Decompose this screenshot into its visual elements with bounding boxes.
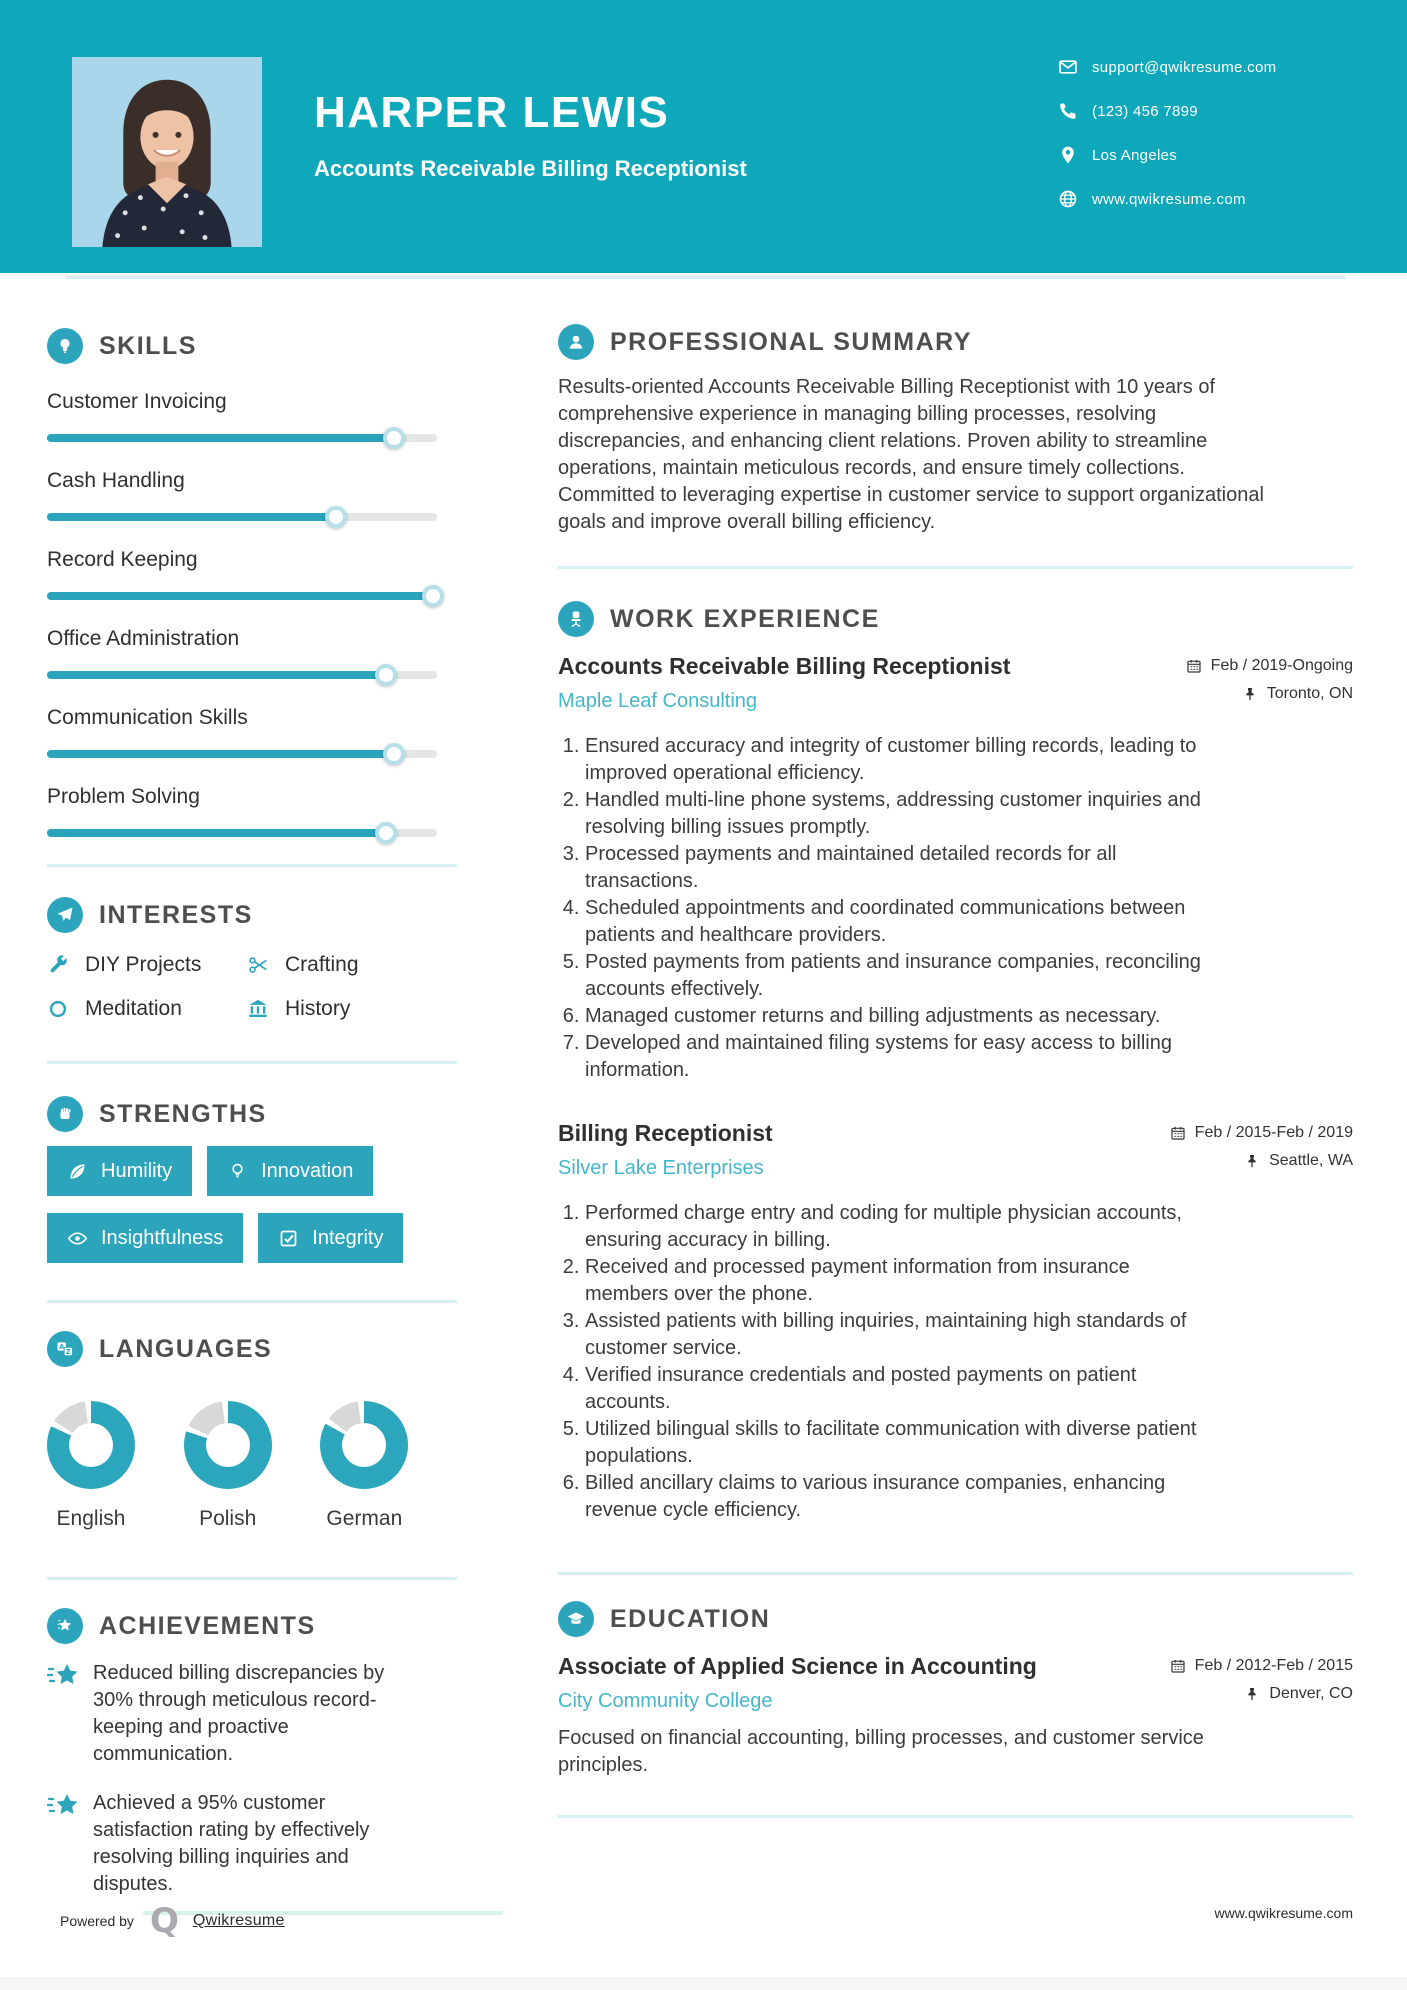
education-location-row: [1170, 1685, 1353, 1703]
pushpin-icon: [1244, 1153, 1260, 1169]
education-meta: [1170, 1653, 1353, 1713]
profile-photo-illustration: [72, 57, 262, 247]
skill-slider[interactable]: [47, 671, 437, 679]
job-location: Toronto, ON: [1266, 685, 1353, 702]
skill-item: [47, 706, 457, 758]
job-bullet: 3. Processed payments and maintained detailed records for all transactions.: [585, 841, 1218, 895]
section-divider: [47, 1300, 457, 1303]
strength-label: Humility: [101, 1159, 173, 1182]
powered-by-label: Powered by: [60, 1913, 134, 1929]
powered-by-block: [60, 1901, 285, 1941]
achievement-item: [47, 1660, 457, 1768]
achievements-section-header: [47, 1608, 457, 1644]
interests-section-header: [47, 897, 457, 933]
shooting-star-icon: [47, 1662, 81, 1692]
language-label: German: [326, 1507, 403, 1530]
skill-item: [47, 785, 457, 837]
interest-label: DIY Projects: [85, 953, 202, 976]
job-bullet: 6. Billed ancillary claims to various insurance companies, enhancing revenue cycle efficiency.: [585, 1470, 1218, 1524]
header-band: [0, 0, 1407, 273]
language-donut-chart: [184, 1401, 272, 1489]
job-company: Silver Lake Enterprises: [558, 1157, 764, 1179]
job-role: Accounts Receivable Billing Receptionist: [558, 653, 1011, 679]
strengths-list: [47, 1146, 457, 1280]
interest-item: [247, 997, 447, 1021]
interest-label: Crafting: [285, 953, 359, 976]
summary-section-header: [558, 324, 1353, 360]
skill-slider[interactable]: [47, 829, 437, 837]
phone-icon: [1058, 101, 1078, 121]
interests-list: [47, 953, 457, 1021]
contact-website[interactable]: www.qwikresume.com: [1092, 190, 1246, 208]
language-item: [320, 1401, 457, 1531]
contact-phone: (123) 456 7899: [1092, 102, 1198, 120]
skill-item: [47, 469, 457, 521]
footer-website[interactable]: www.qwikresume.com: [1214, 1905, 1353, 1921]
job-bullet: 1. Ensured accuracy and integrity of customer billing records, leading to improved operational efficiency.: [585, 733, 1218, 787]
achievements-title: ACHIEVEMENTS: [99, 1611, 316, 1640]
summary-paragraph: Results-oriented Accounts Receivable Billing Receptionist with 10 years of comprehensive experience in managing billing processes, resolving discrepancies, and enhancing client relations. Proven ability to streamline operations, maintain meticulous records, and ensure timely collections. Committed to leveraging expertise in customer service to support organizational goals and improve overall billing efficiency.: [558, 376, 1264, 533]
strengths-section-header: [47, 1096, 457, 1132]
circle-icon: [47, 998, 69, 1020]
location-pin-icon: [1058, 145, 1078, 165]
education-entry: [558, 1653, 1353, 1779]
job-bullet: 2. Handled multi-line phone systems, addressing customer inquiries and resolving billing issues promptly.: [585, 787, 1218, 841]
achievement-text: Achieved a 95% customer satisfaction rating by effectively resolving billing inquiries and disputes.: [93, 1792, 370, 1895]
strength-label: Integrity: [312, 1226, 384, 1249]
achievement-item: [47, 1790, 457, 1898]
strength-label: Innovation: [261, 1159, 354, 1182]
office-chair-icon: [558, 601, 594, 637]
job-meta: [1186, 653, 1353, 713]
slider-handle[interactable]: [422, 585, 444, 607]
language-donut-chart: [320, 1401, 408, 1489]
job-meta: [1170, 1120, 1353, 1180]
interest-label: Meditation: [85, 997, 182, 1020]
job-dates-row: [1170, 1124, 1353, 1142]
contact-location: Los Angeles: [1092, 146, 1178, 164]
section-divider: [47, 864, 457, 867]
job-bullet: 3. Assisted patients with billing inquiries, maintaining high standards of customer service.: [585, 1308, 1218, 1362]
lightbulb-icon: [227, 1161, 248, 1182]
skill-item: [47, 627, 457, 679]
education-title: EDUCATION: [610, 1604, 771, 1633]
job-bullet: 5. Posted payments from patients and insurance companies, reconciling accounts effectively.: [585, 949, 1218, 1003]
experience-title: WORK EXPERIENCE: [610, 604, 880, 633]
graduation-cap-icon: [558, 1601, 594, 1637]
section-divider: [558, 1815, 1353, 1818]
slider-handle[interactable]: [325, 506, 347, 528]
strength-badge: [47, 1146, 192, 1196]
job-bullet: 2. Received and processed payment information from insurance members over the phone.: [585, 1254, 1218, 1308]
skill-item: [47, 548, 457, 600]
lightbulb-icon: [47, 328, 83, 364]
calendar-icon: [1170, 1125, 1186, 1141]
page-bottom-strip: [0, 1978, 1407, 1990]
skills-title: SKILLS: [99, 331, 197, 360]
slider-handle[interactable]: [383, 743, 405, 765]
interest-item: [47, 997, 247, 1021]
job-dates: Feb / 2019-Ongoing: [1210, 657, 1353, 674]
education-degree: Associate of Applied Science in Accounting: [558, 1653, 1037, 1679]
section-divider: [47, 1577, 457, 1580]
calendar-icon: [1186, 658, 1202, 674]
job-bullet-list: [558, 733, 1218, 1084]
eye-icon: [67, 1228, 88, 1249]
language-item: [47, 1401, 184, 1531]
strength-label: Insightfulness: [101, 1226, 224, 1249]
education-location: Denver, CO: [1269, 1685, 1353, 1702]
skill-slider[interactable]: [47, 592, 437, 600]
skill-item: [47, 390, 457, 442]
section-divider: [47, 1061, 457, 1064]
job-company: Maple Leaf Consulting: [558, 690, 758, 712]
education-description: Focused on financial accounting, billing processes, and customer service principles.: [558, 1727, 1204, 1776]
strength-badge: [47, 1213, 243, 1263]
main-column: [558, 300, 1353, 1818]
interest-label: History: [285, 997, 351, 1020]
job-dates: Feb / 2015-Feb / 2019: [1194, 1124, 1353, 1141]
skills-list: [47, 390, 457, 837]
skill-label: Communication Skills: [47, 706, 248, 729]
job-location-row: [1186, 685, 1353, 703]
contact-email[interactable]: support@qwikresume.com: [1092, 58, 1277, 76]
skill-label: Record Keeping: [47, 548, 198, 571]
job-entry: [558, 1120, 1353, 1524]
person-icon: [558, 324, 594, 360]
globe-icon: [1058, 189, 1078, 209]
languages-list: [47, 1401, 457, 1531]
paper-plane-icon: [47, 897, 83, 933]
svg-text:Z: Z: [65, 1348, 71, 1356]
sidebar-column: [47, 300, 457, 1898]
skill-slider[interactable]: [47, 513, 437, 521]
scissors-icon: [247, 954, 269, 976]
language-label: English: [56, 1507, 126, 1530]
header-divider: [65, 276, 1345, 279]
skill-label: Customer Invoicing: [47, 390, 227, 413]
slider-handle[interactable]: [383, 427, 405, 449]
education-dates: Feb / 2012-Feb / 2015: [1194, 1657, 1353, 1674]
job-bullet: 4. Verified insurance credentials and posted payments on patient accounts.: [585, 1362, 1218, 1416]
envelope-icon: [1058, 57, 1078, 77]
education-section-header: [558, 1601, 1353, 1637]
leaf-icon: [67, 1161, 88, 1182]
languages-section-header: [47, 1331, 457, 1367]
person-title: Accounts Receivable Billing Receptionist: [314, 156, 747, 181]
interest-item: [247, 953, 447, 977]
job-bullet: 7. Developed and maintained filing systems for easy access to billing information.: [585, 1030, 1218, 1084]
education-school: City Community College: [558, 1690, 773, 1712]
slider-handle[interactable]: [375, 822, 397, 844]
contact-phone-row: [1058, 100, 1276, 122]
star-medal-icon: [47, 1608, 83, 1644]
pushpin-icon: [1244, 1686, 1260, 1702]
strengths-title: STRENGTHS: [99, 1099, 267, 1128]
qwikresume-logo: Q: [149, 1901, 179, 1941]
job-entry: [558, 653, 1353, 1084]
section-divider: [558, 566, 1353, 569]
job-location: Seattle, WA: [1269, 1152, 1353, 1169]
checkbox-icon: [278, 1228, 299, 1249]
shooting-star-icon: [47, 1792, 81, 1822]
skill-label: Office Administration: [47, 627, 240, 650]
contact-email-row: [1058, 56, 1276, 78]
education-dates-row: [1170, 1657, 1353, 1675]
achievement-text: Reduced billing discrepancies by 30% through meticulous record-keeping and proactive communication.: [93, 1662, 385, 1765]
museum-icon: [247, 998, 269, 1020]
pushpin-icon: [1242, 686, 1258, 702]
languages-title: LANGUAGES: [99, 1334, 273, 1363]
wrench-icon: [47, 954, 69, 976]
slider-handle[interactable]: [375, 664, 397, 686]
language-item: [184, 1401, 321, 1531]
job-bullet: 4. Scheduled appointments and coordinated communications between patients and healthcare providers.: [585, 895, 1218, 949]
skill-slider[interactable]: [47, 750, 437, 758]
interests-title: INTERESTS: [99, 900, 253, 929]
translate-icon: [47, 1331, 83, 1367]
strength-badge: [258, 1213, 403, 1263]
section-divider: [558, 1572, 1353, 1575]
contact-location-row: [1058, 144, 1276, 166]
job-bullet-list: [558, 1200, 1218, 1524]
profile-photo: [72, 57, 262, 247]
job-bullet: 6. Managed customer returns and billing adjustments as necessary.: [585, 1003, 1218, 1030]
job-location-row: [1170, 1152, 1353, 1170]
person-name: HARPER LEWIS: [314, 88, 670, 137]
svg-text:A: A: [59, 1343, 65, 1351]
strength-badge: [207, 1146, 373, 1196]
calendar-icon: [1170, 1658, 1186, 1674]
contact-block: [1058, 56, 1276, 232]
qwikresume-link[interactable]: Qwikresume: [192, 1912, 285, 1929]
skill-slider[interactable]: [47, 434, 437, 442]
language-donut-chart: [47, 1401, 135, 1489]
skills-section-header: [47, 328, 457, 364]
job-role: Billing Receptionist: [558, 1120, 773, 1146]
fist-icon: [47, 1096, 83, 1132]
interest-item: [47, 953, 247, 977]
summary-title: PROFESSIONAL SUMMARY: [610, 327, 972, 356]
language-label: Polish: [199, 1507, 257, 1530]
contact-website-row: [1058, 188, 1276, 210]
job-dates-row: [1186, 657, 1353, 675]
job-bullet: 1. Performed charge entry and coding for multiple physician accounts, ensuring accuracy in billing.: [585, 1200, 1218, 1254]
job-bullet: 5. Utilized bilingual skills to facilitate communication with diverse patient populations.: [585, 1416, 1218, 1470]
skill-label: Problem Solving: [47, 785, 200, 808]
skill-label: Cash Handling: [47, 469, 185, 492]
experience-section-header: [558, 601, 1353, 637]
